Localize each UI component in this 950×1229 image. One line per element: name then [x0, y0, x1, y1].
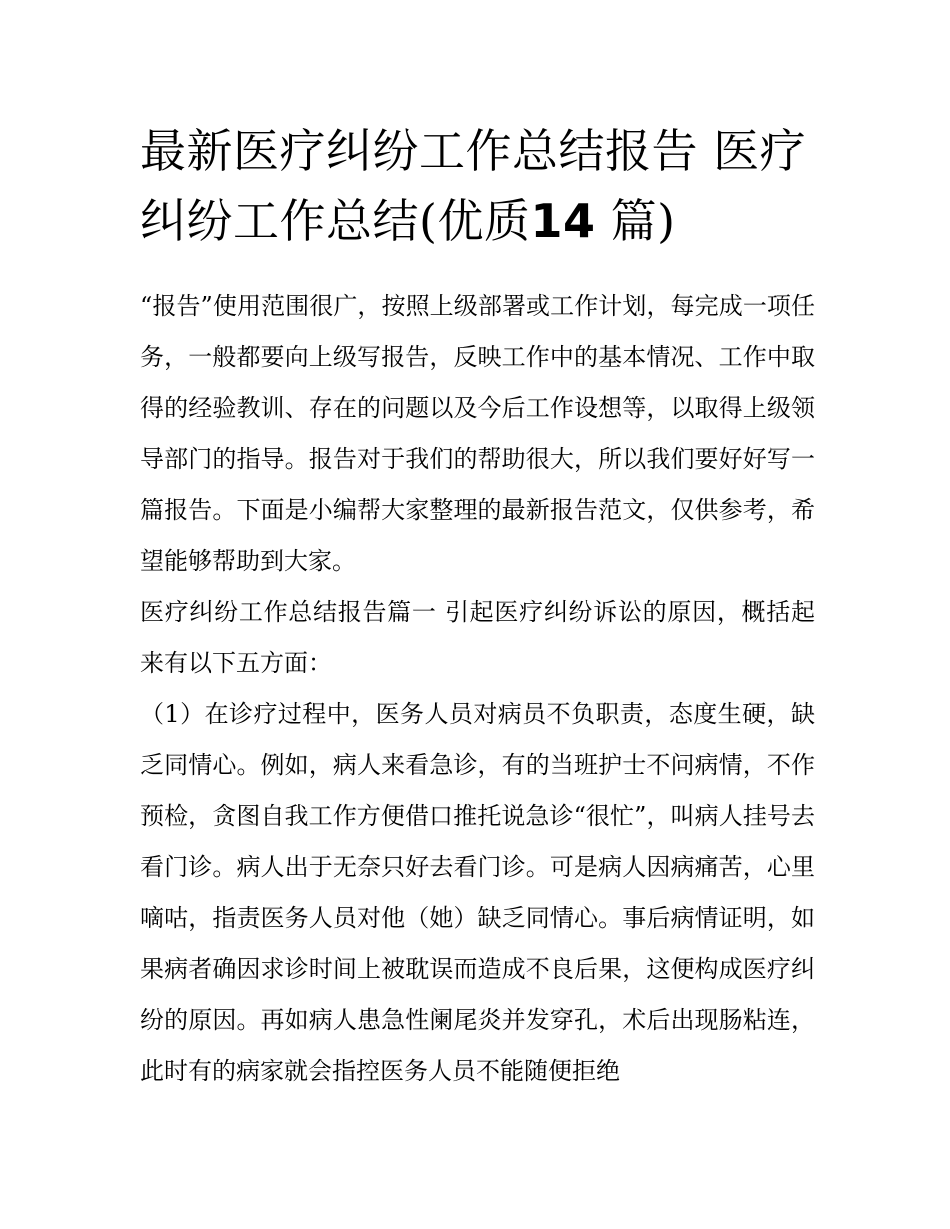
document-title [140, 116, 820, 256]
title-text: 最新医疗纠纷工作总结报告 医疗纠纷工作总结(优质 [140, 124, 807, 248]
title-number: 14 [530, 194, 596, 248]
document-body [140, 281, 815, 1097]
body-paragraph: （1）在诊疗过程中，医务人员对病员不负职责，态度生硬，缺乏同情心。例如，病人来看急诊，有的当班护士不问病情，不作预检，贪图自我工作方便借口推托说急诊“很忙”，叫病人挂号去看门诊。病人出于无奈只好去看门诊。可是病人因病痛苦，心里嘀咕，指责医务人员对他（她）缺乏同情心。事后病情证明，如果病者确因求诊时间上被耽误而造成不良后果，这便构成医疗纠纷的原因。再如病人患急性阑尾炎并发穿孔，术后出现肠粘连，此时有的病家就会指控医务人员不能随便拒绝 [140, 700, 815, 1085]
intro-paragraph: “报告”使用范围很广，按照上级部署或工作计划，每完成一项任务，一般都要向上级写报告，反映工作中的基本情况、工作中取得的经验教训、存在的问题以及今后工作设想等，以取得上级领导部门的指导。报告对于我们的帮助很大，所以我们要好好写一篇报告。下面是小编帮大家整理的最新报告范文，仅供参考，希望能够帮助到大家。 [140, 292, 815, 575]
title-text-end: 篇) [610, 194, 676, 248]
section-heading-paragraph: 医疗纠纷工作总结报告篇一 引起医疗纠纷诉讼的原因，概括起来有以下五方面： [140, 598, 815, 677]
